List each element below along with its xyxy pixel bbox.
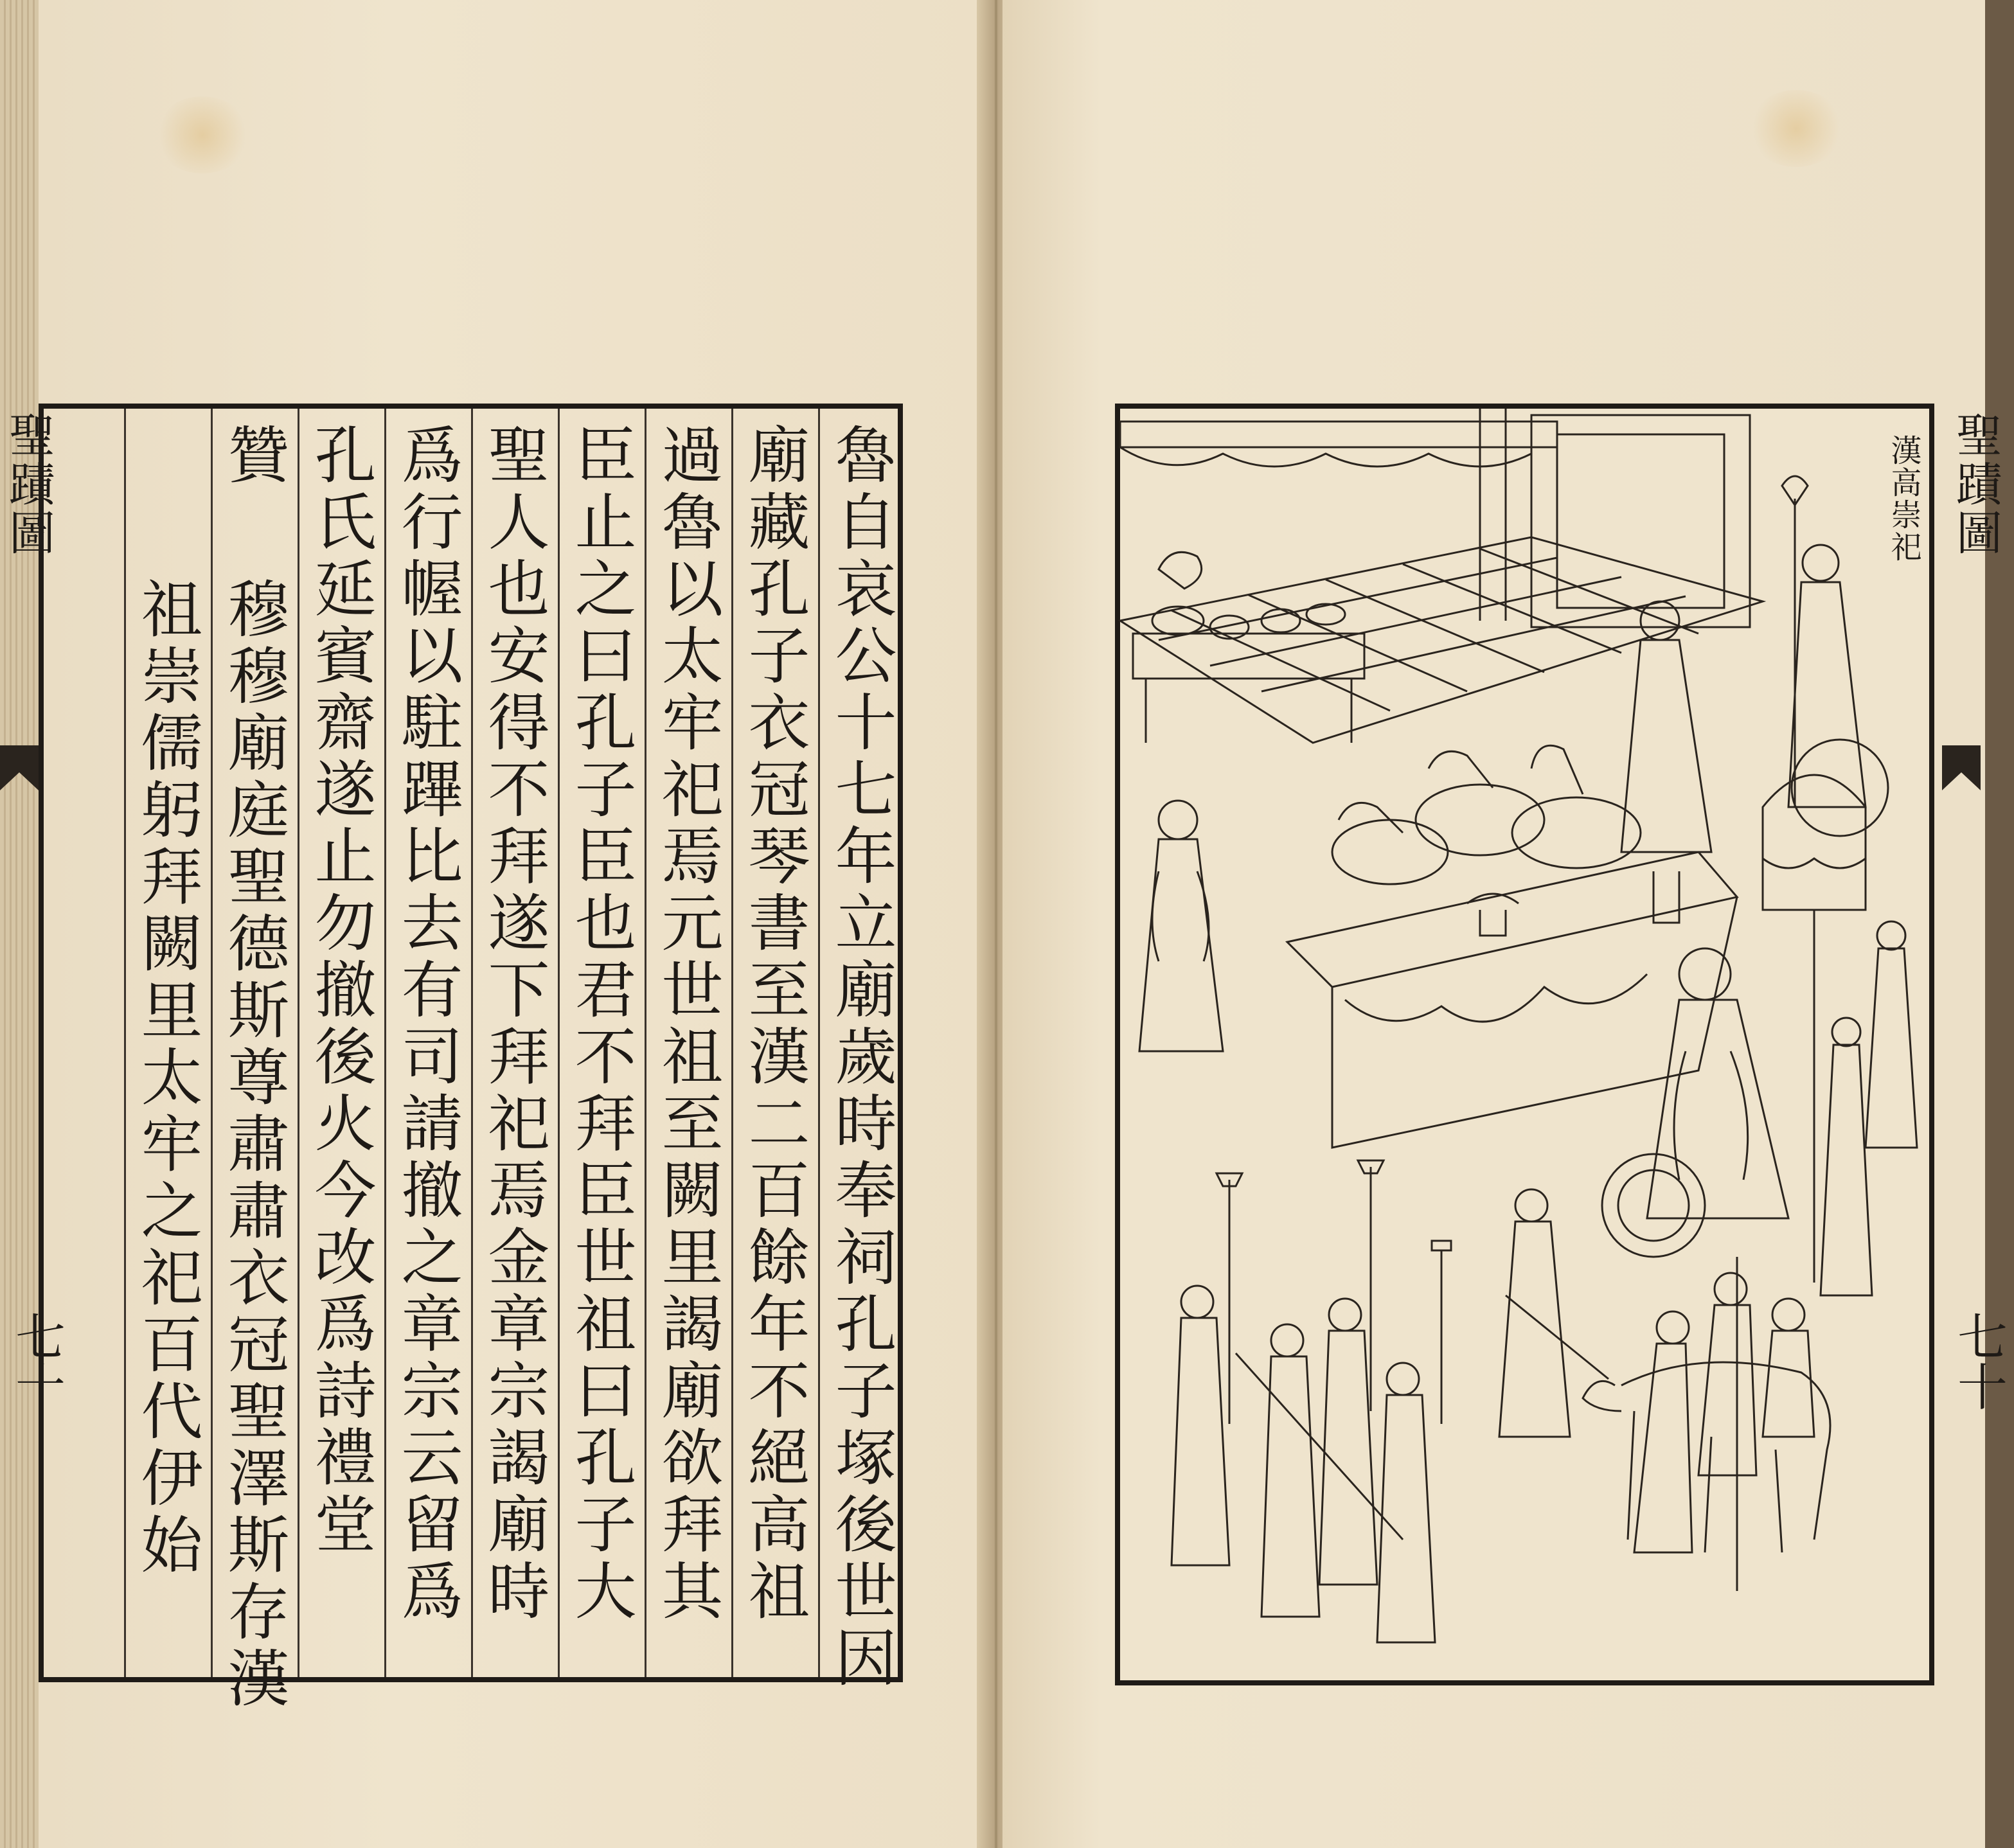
column-rule	[731, 409, 733, 1677]
text-column-7: 孔氏延賓齋遂止勿撤後火今改爲詩禮堂	[305, 423, 377, 1559]
zan-heading: 贊	[218, 423, 290, 490]
left-margin-title: 聖蹟圖	[1, 411, 55, 558]
left-page	[0, 0, 990, 1848]
text-column-4: 臣止之曰孔子臣也君不拜臣世祖曰孔子大	[565, 423, 637, 1626]
column-rule	[818, 409, 820, 1677]
right-page-number: 七十	[1949, 1311, 2007, 1411]
column-rule	[384, 409, 386, 1677]
text-column-2: 廟藏孔子衣冠琴書至漢二百餘年不絕高祖	[738, 423, 810, 1626]
paper-stain	[154, 96, 251, 173]
fish-tail-mark	[1942, 745, 1981, 790]
text-column-5: 聖人也安得不拜遂下拜祀焉金章宗謁廟時	[478, 423, 550, 1626]
page-stack-edge	[0, 0, 39, 1848]
right-margin-title: 聖蹟圖	[1948, 411, 2002, 558]
text-column-10: 祖崇儒躬拜闕里太牢之祀百代伊始	[131, 577, 203, 1579]
woodblock-illustration	[1120, 409, 1930, 1681]
column-rule	[124, 409, 126, 1677]
column-rule	[645, 409, 646, 1677]
column-rule	[211, 409, 213, 1677]
left-page-number: 七十	[7, 1311, 65, 1411]
text-column-1: 魯自哀公十七年立廟歲時奉祠孔子塚後世因	[825, 423, 897, 1693]
column-rule	[558, 409, 560, 1677]
column-rule	[471, 409, 473, 1677]
text-frame	[39, 404, 903, 1713]
column-rule	[298, 409, 299, 1677]
illustration-frame	[1115, 404, 1934, 1685]
illustration-caption: 漢高崇祀	[1885, 434, 1921, 563]
text-column-3: 過魯以太牢祀焉元世祖至闕里謁廟欲拜其	[652, 423, 724, 1626]
text-column-6: 爲行幄以駐蹕比去有司請撤之章宗云留爲	[391, 423, 463, 1626]
paper-stain	[1748, 90, 1844, 167]
text-column-9: 穆穆廟庭聖德斯尊肅肅衣冠聖澤斯存漢	[218, 577, 290, 1713]
